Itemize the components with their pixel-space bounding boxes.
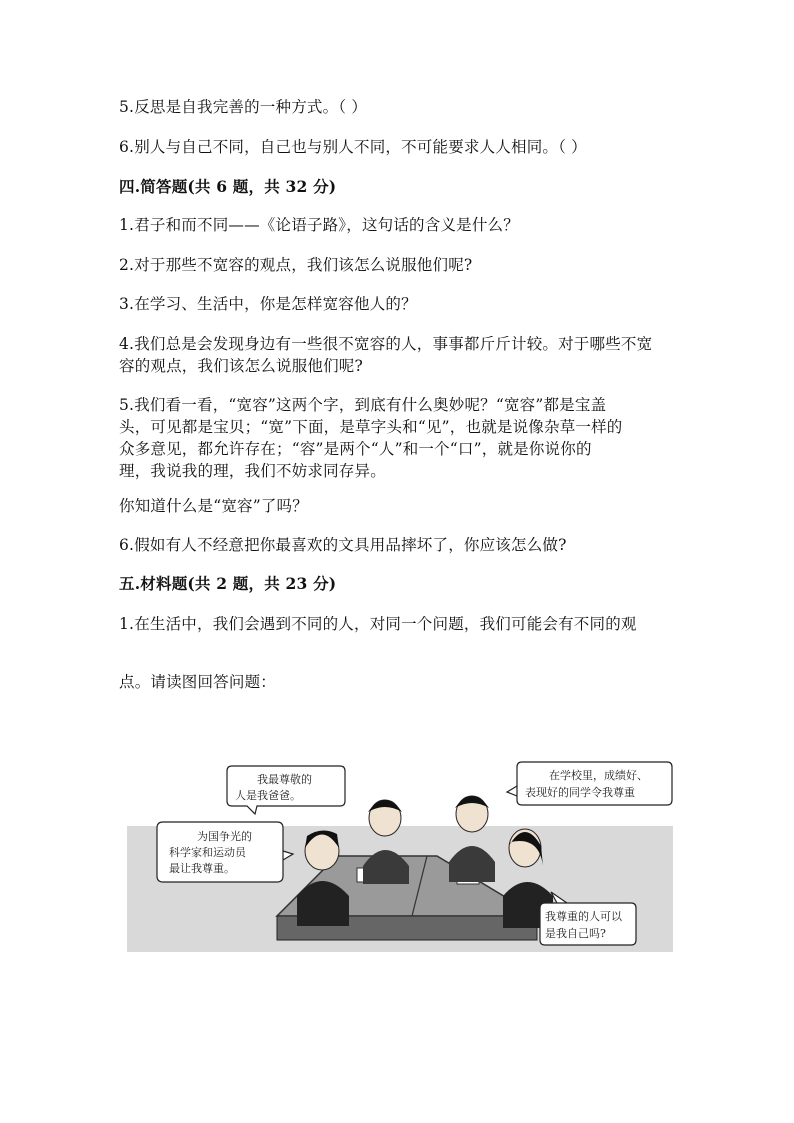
bubble-classmate-line1: 在学校里，成绩好、 [549, 769, 648, 782]
section4-q2: 2.对于那些不宽容的观点，我们该怎么说服他们呢? [119, 256, 473, 274]
discussion-illustration [127, 756, 673, 952]
section4-q5-line2: 头，可见都是宝贝；“宽”下面，是草字头和“见”，也就是说像杂草一样的 [119, 418, 623, 436]
section5-q1-line2: 点。请读图回答问题： [119, 673, 277, 691]
section4-q5-question: 你知道什么是“宽容”了吗？ [119, 497, 308, 515]
judgement-q6: 6.别人与自己不同，自己也与别人不同，不可能要求人人相同。（ ） [119, 138, 587, 156]
section4-q5-line1: 5.我们看一看，“宽容”这两个字，到底有什么奥妙呢？“宽容”都是宝盖 [119, 396, 607, 414]
section4-q4-line2: 容的观点，我们该怎么说服他们呢? [119, 357, 364, 375]
bubble-scientist-line3: 最让我尊重。 [169, 862, 235, 875]
bubble-scientist-line1: 为国争光的 [197, 830, 252, 843]
judgement-q5: 5.反思是自我完善的一种方式。（ ） [119, 98, 368, 116]
section4-q1: 1.君子和而不同——《论语子路》，这句话的含义是什么？ [119, 216, 519, 234]
bubble-self-line1: 我尊重的人可以 [545, 910, 622, 923]
bubble-classmate-line2: 表现好的同学令我尊重 [525, 786, 635, 799]
section4-q4-line1: 4.我们总是会发现身边有一些很不宽容的人，事事都斤斤计较。对于哪些不宽 [119, 335, 653, 353]
section5-q1-line1: 1.在生活中，我们会遇到不同的人，对同一个问题，我们可能会有不同的观 [119, 615, 637, 633]
bubble-father-line2: 人是我爸爸。 [235, 789, 301, 802]
illustration-svg [127, 756, 673, 952]
section4-q5-line4: 理，我说我的理，我们不妨求同存异。 [119, 462, 386, 480]
section4-q6: 6.假如有人不经意把你最喜欢的文具用品摔坏了，你应该怎么做? [119, 536, 567, 554]
bubble-scientist-line2: 科学家和运动员 [169, 846, 246, 859]
bubble-self-line2: 是我自己吗? [545, 927, 606, 940]
section4-heading: 四.简答题(共 6 题，共 32 分) [119, 177, 337, 196]
bubble-father-line1: 我最尊敬的 [257, 773, 312, 786]
section4-q3: 3.在学习、生活中，你是怎样宽容他人的？ [119, 295, 417, 313]
section5-heading: 五.材料题(共 2 题，共 23 分) [119, 574, 337, 593]
section4-q5-line3: 众多意见，都允许存在；“容”是两个“人”和一个“口”，就是你说你的 [119, 440, 592, 458]
